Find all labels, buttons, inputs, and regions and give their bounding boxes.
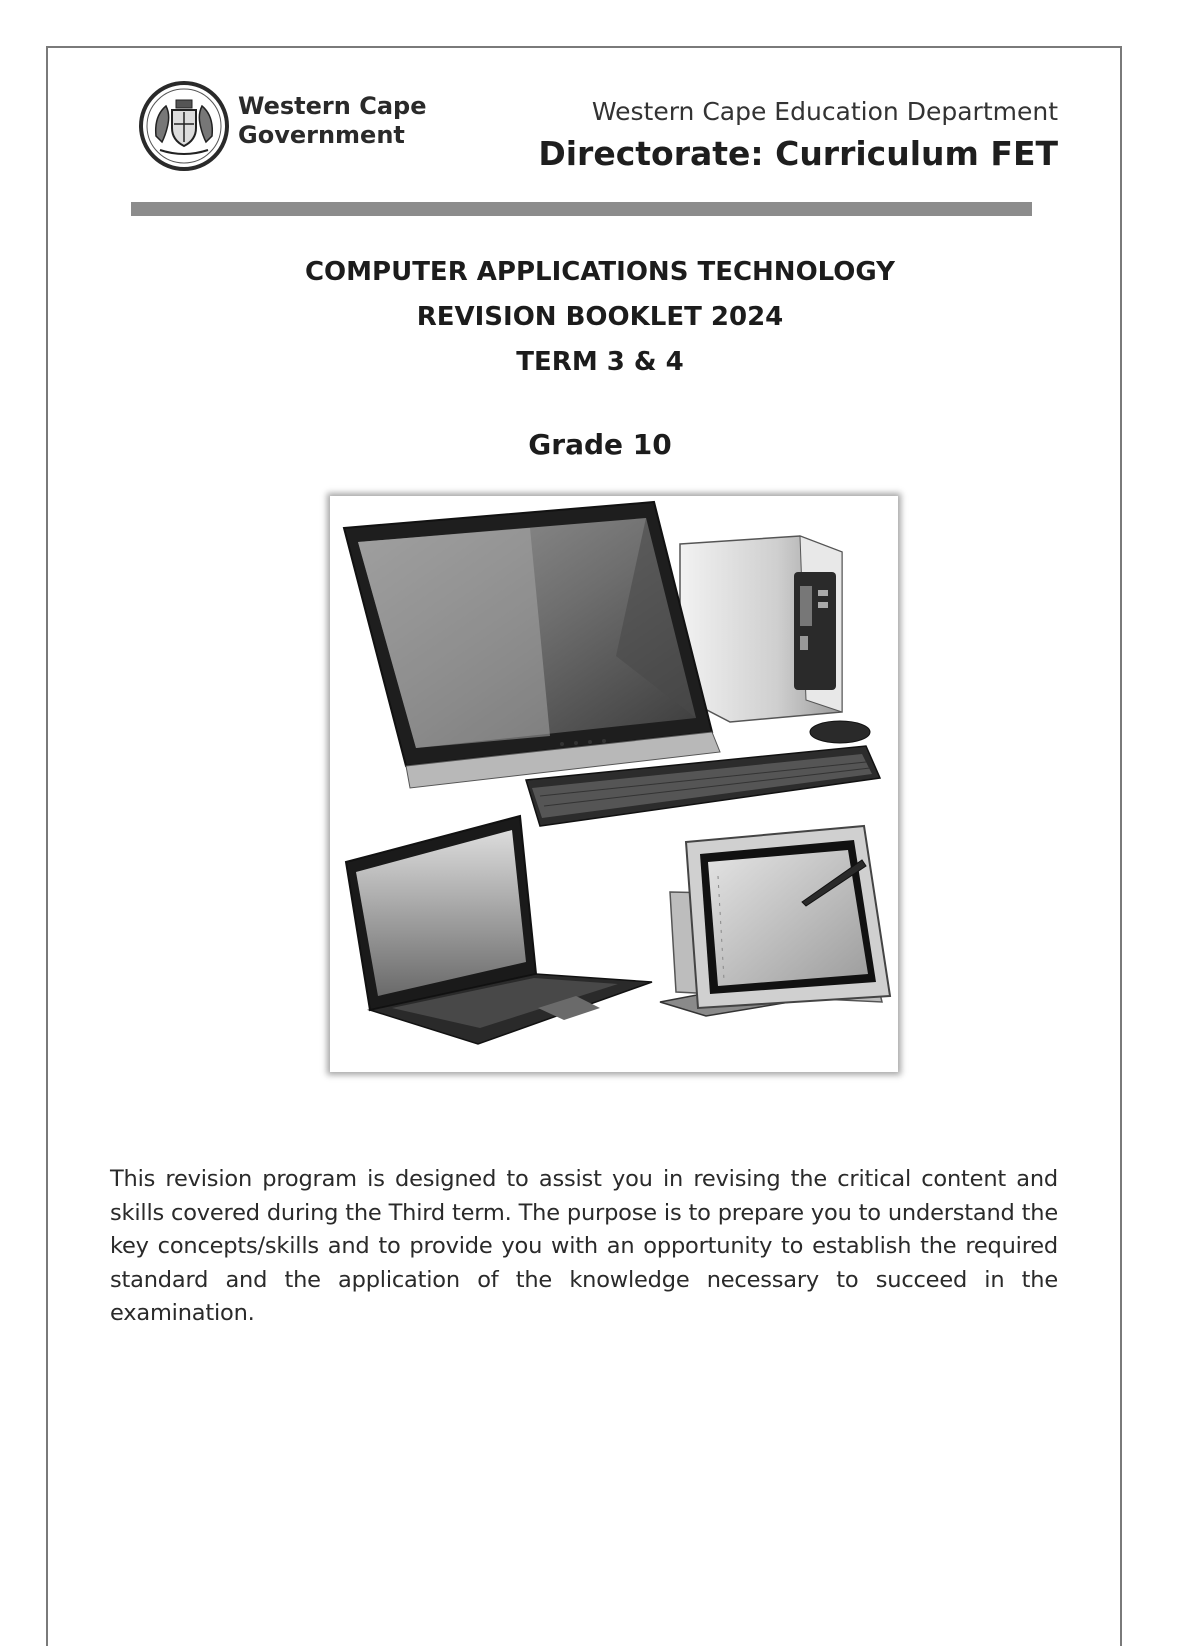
mouse-icon [810, 721, 870, 743]
government-name [238, 92, 426, 150]
intro-paragraph: This revision program is designed to assist you in revising the critical content and skills covered during the Third term. The purpose is to prepare you to understand the key concepts/skills and to provide you with an opportunity to establish the required standard and the application of the knowledge necessary to succeed in the examination. [110, 1166, 1058, 1326]
department-name: Western Cape Education Department [591, 97, 1058, 126]
directorate-name: Directorate: Curriculum FET [538, 134, 1058, 173]
header-divider [131, 202, 1032, 216]
cover-title [0, 250, 1200, 385]
computer-tower-icon [680, 536, 842, 722]
desktop-monitor-icon [344, 502, 720, 788]
government-name-line1: Western Cape [238, 92, 427, 120]
title-term: TERM 3 & 4 [516, 347, 684, 377]
laptop-icon [346, 816, 652, 1044]
coat-of-arms-icon [138, 80, 230, 172]
department-block [538, 96, 1058, 176]
title-booklet: REVISION BOOKLET 2024 [416, 302, 784, 332]
cover-illustration [330, 496, 898, 1072]
document-header [0, 0, 1200, 220]
tablet-pc-icon [660, 826, 890, 1016]
government-name-line2: Government [238, 121, 405, 149]
grade-label: Grade 10 [528, 428, 672, 461]
title-subject: COMPUTER APPLICATIONS TECHNOLOGY [304, 257, 896, 287]
